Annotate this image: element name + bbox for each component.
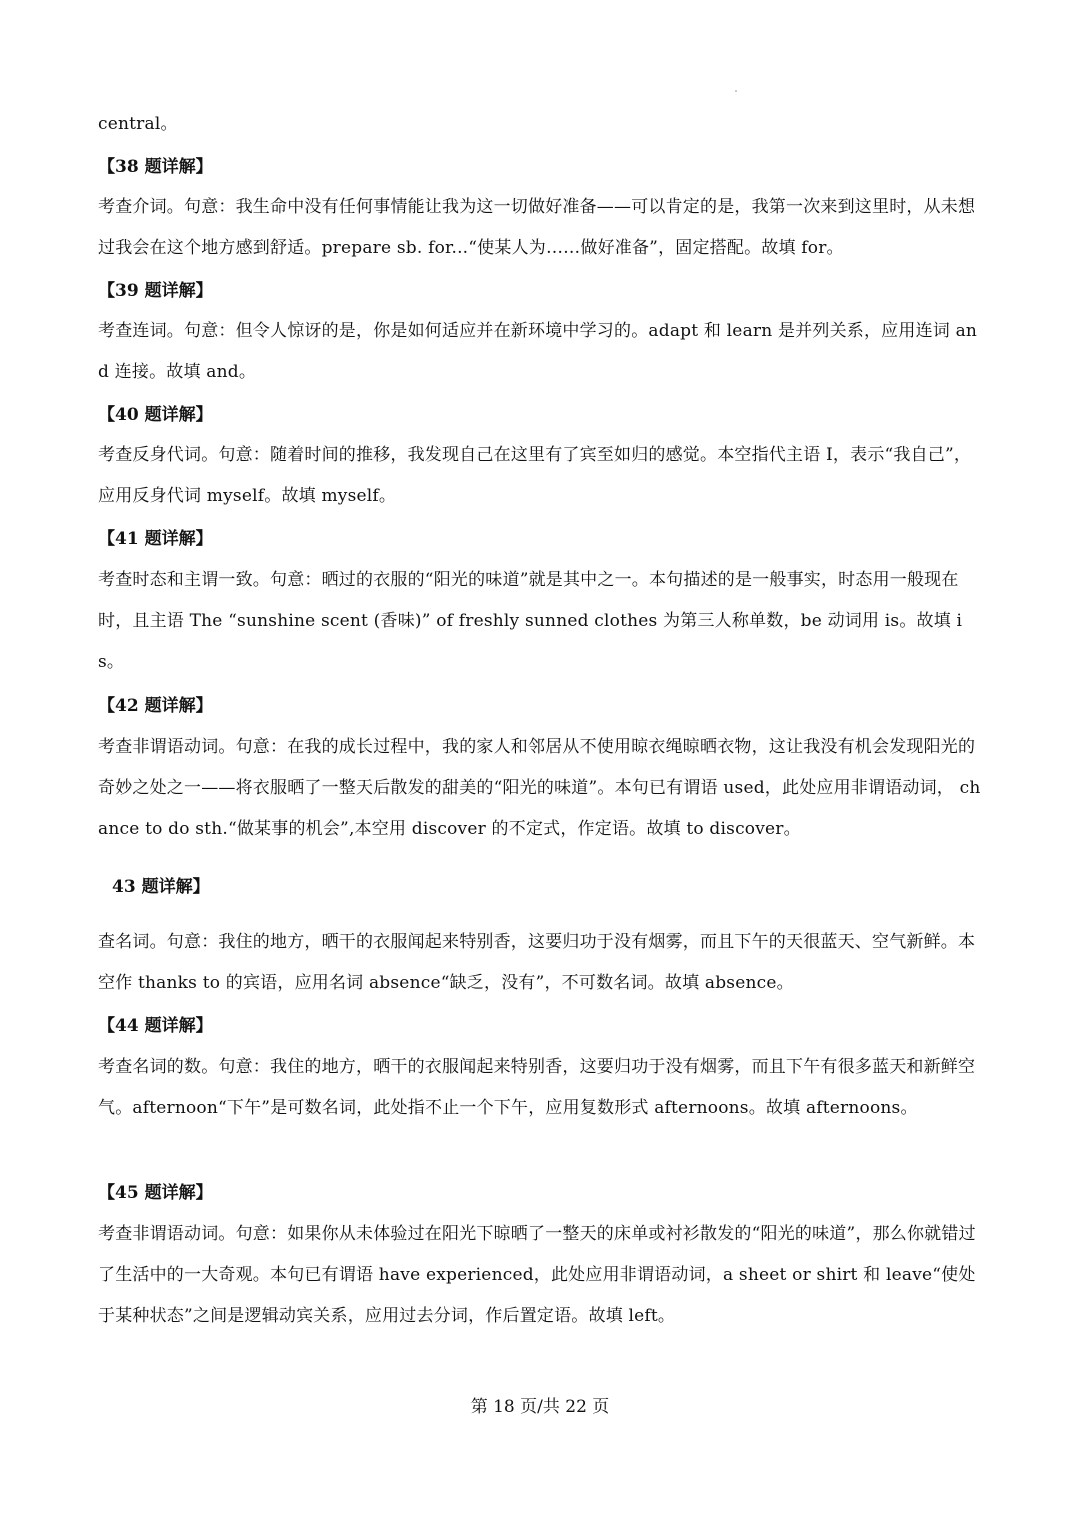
section-body-43: 查名词。句意：我住的地方，晒干的衣服闻起来特别香，这要归功于没有烟雾，而且下午的天很蓝天、空气新鲜。本空作 thanks to 的宾语，应用名词 absence“缺乏，没有”，不可数名词。故填 absence。 — [98, 932, 976, 993]
section-body-39: 考查连词。句意：但令人惊讶的是，你是如何适应并在新环境中学习的。adapt 和 learn 是并列关系，应用连词 and 连接。故填 and。 — [98, 321, 978, 382]
section-heading-45: 【45 题详解】 — [98, 1183, 213, 1203]
section-heading-44: 【44 题详解】 — [98, 1016, 213, 1036]
section-body-45: 考查非谓语动词。句意：如果你从未体验过在阳光下晾晒了一整天的床单或衬衫散发的“阳光的味道”，那么你就错过了生活中的一大奇观。本句已有谓语 have experienced，此处应用非谓语动词，a sheet or shirt 和 leave“使处于某种状态”之间是逻辑动宾关系，应用过去分词，作后置定语。故填 left。 — [98, 1224, 976, 1326]
scan-speck — [735, 90, 737, 92]
section-body-44: 考查名词的数。句意：我住的地方，晒干的衣服闻起来特别香，这要归功于没有烟雾，而且下午有很多蓝天和新鲜空气。afternoon“下午”是可数名词，此处指不止一个下午，应用复数形式 afternoons。故填 afternoons。 — [98, 1057, 976, 1118]
section-body-41: 考查时态和主谓一致。句意：晒过的衣服的“阳光的味道”就是其中之一。本句描述的是一般事实，时态用一般现在时，且主语 The “sunshine scent (香味)” of freshly sunned clothes 为第三人称单数，be 动词用 is。故填 is。 — [98, 570, 963, 672]
section-heading-39: 【39 题详解】 — [98, 281, 213, 301]
intro-tail-text: central。 — [98, 114, 178, 134]
section-body-38: 考查介词。句意：我生命中没有任何事情能让我为这一切做好准备——可以肯定的是，我第一次来到这里时，从未想过我会在这个地方感到舒适。prepare sb. for...“使某人为……做好准备”，固定搭配。故填 for。 — [98, 197, 976, 258]
section-heading-41: 【41 题详解】 — [98, 529, 213, 549]
section-heading-43: 43 题详解】 — [112, 877, 210, 897]
section-heading-42: 【42 题详解】 — [98, 696, 213, 716]
section-heading-38: 【38 题详解】 — [98, 157, 213, 177]
section-body-42: 考查非谓语动词。句意：在我的成长过程中，我的家人和邻居从不使用晾衣绳晾晒衣物，这让我没有机会发现阳光的奇妙之处之一——将衣服晒了一整天后散发的甜美的“阳光的味道”。本句已有谓语 used，此处应用非谓语动词， chance to do sth.“做某事的机会”,本空用 discover 的不定式，作定语。故填 to discover。 — [98, 737, 981, 839]
section-body-40: 考查反身代词。句意：随着时间的推移，我发现自己在这里有了宾至如归的感觉。本空指代主语 I，表示“我自己”，应用反身代词 myself。故填 myself。 — [98, 445, 972, 506]
page-number-footer: 第 18 页/共 22 页 — [470, 1397, 610, 1417]
section-heading-40: 【40 题详解】 — [98, 405, 213, 425]
